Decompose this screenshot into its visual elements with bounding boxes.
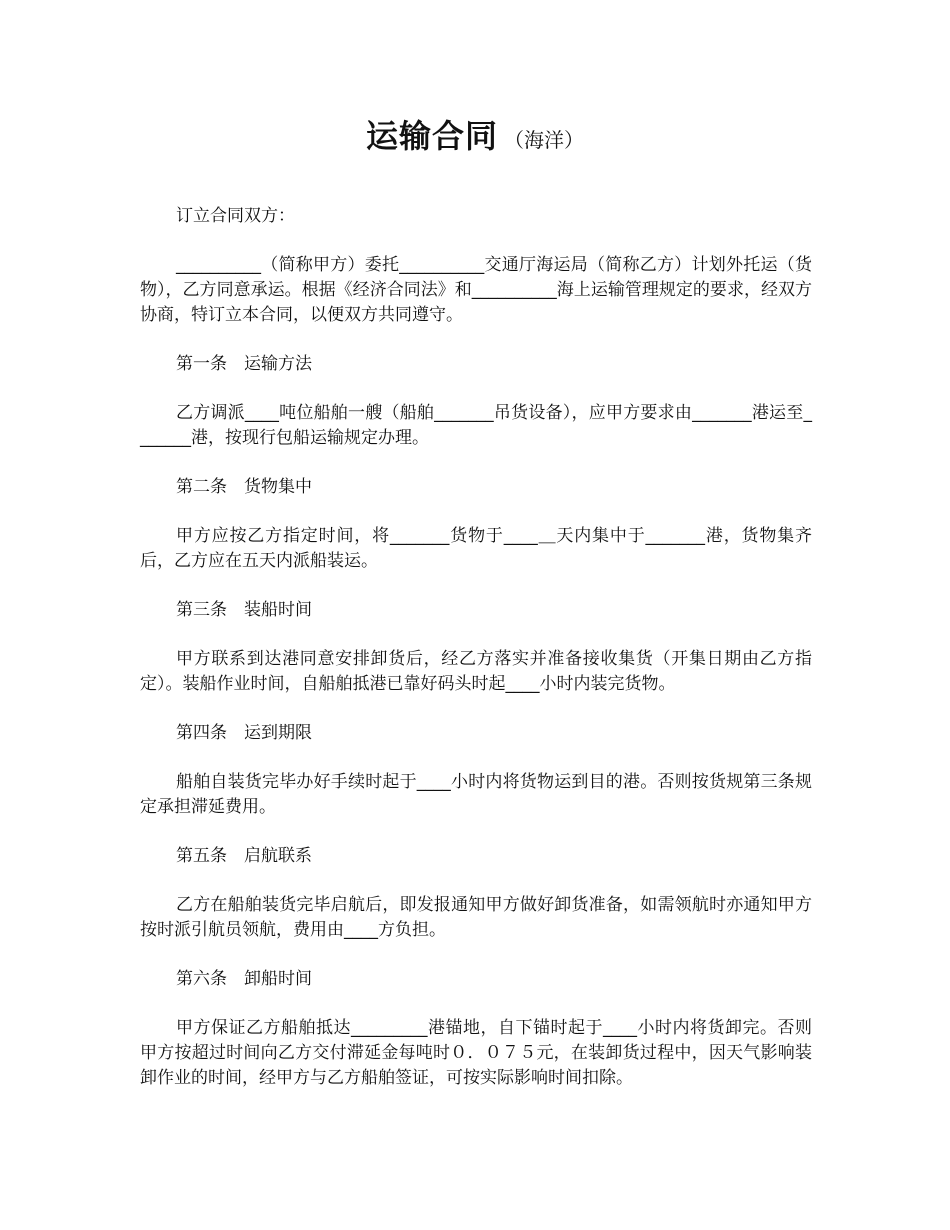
article-3-heading: 第三条 装船时间 bbox=[176, 600, 312, 620]
article-4-heading: 第四条 运到期限 bbox=[176, 723, 312, 743]
article-5-body: 乙方在船舶装货完毕启航后，即发报通知甲方做好卸货准备，如需领航时亦通知甲方按时派引航员领航，费用由____方负担。 bbox=[140, 895, 812, 940]
article-1-heading: 第一条 运输方法 bbox=[176, 354, 312, 374]
article-6-heading: 第六条 卸船时间 bbox=[176, 969, 312, 989]
document-title bbox=[0, 112, 950, 166]
parties-label: 订立合同双方： bbox=[176, 206, 295, 226]
article-4-body: 船舶自装货完毕办好手续时起于____小时内将货物运到目的港。否则按货规第三条规定承担滞延费用。 bbox=[140, 772, 812, 817]
title-main: 运输合同 bbox=[365, 117, 498, 155]
article-3-body: 甲方联系到达港同意安排卸货后，经乙方落实并准备接收集货（开集日期由乙方指定）。装船作业时间，自船舶抵港已靠好码头时起____小时内装完货物。 bbox=[140, 649, 812, 694]
article-6-body: 甲方保证乙方船舶抵达_________港锚地，自下锚时起于____小时内将货卸完。否则甲方按超过时间向乙方交付滞延金每吨时０．０７５元，在装卸货过程中，因天气影响装卸作业的时间，经甲方与乙方船舶签证，可按实际影响时间扣除。 bbox=[140, 1018, 812, 1088]
preamble-paragraph: __________（简称甲方）委托__________交通厅海运局（简称乙方）计划外托运（货物），乙方同意承运。根据《经济合同法》和__________海上运输管理规定的要求，经双方协商，特订立本合同，以便双方共同遵守。 bbox=[140, 255, 812, 325]
article-2-heading: 第二条 货物集中 bbox=[176, 477, 312, 497]
document-body bbox=[140, 204, 812, 1115]
title-suffix: （海洋） bbox=[504, 128, 584, 152]
article-2-body: 甲方应按乙方指定时间，将_______货物于____＿天内集中于_______港，货物集齐后，乙方应在五天内派船装运。 bbox=[140, 526, 812, 571]
article-5-heading: 第五条 启航联系 bbox=[176, 846, 312, 866]
article-1-body: 乙方调派____吨位船舶一艘（船舶_______吊货设备），应甲方要求由_______港运至_______港，按现行包船运输规定办理。 bbox=[140, 403, 812, 448]
